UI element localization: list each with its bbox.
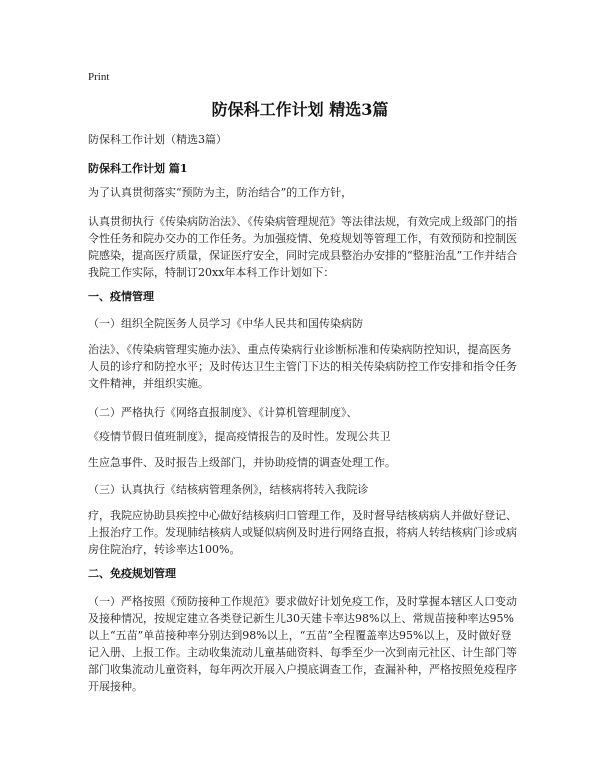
- epidemic-item-2-line2: 《疫情节假日值班制度》，提高疫情报告的及时性。发现公共卫: [88, 430, 391, 443]
- print-link[interactable]: Print: [88, 71, 110, 83]
- epidemic-item-2-line3: 生应急事件、及时报告上级部门，并协助疫情的调查处理工作。: [88, 456, 396, 469]
- heading-immunization: 二、免疫规划管理: [88, 567, 176, 580]
- epidemic-item-1-line1: （一）组织全院医务人员学习《中华人民共和国传染病防: [88, 317, 363, 330]
- intro-paragraph: 为了认真贯彻落实“预防为主，防治结合”的工作方针，: [88, 186, 353, 199]
- paragraph-1: 认真贯彻执行《传染病防治法》、《传染病管理规范》等法律法规，有效完成上级部门的指令性任务和院办交办的工作任务。为加强疫情、免疫规划等管理工作，有效预防和控制医院感染，提高医疗质量，保证医疗安全，同时完成县整治办安排的“整脏治乱”工作并结合我院工作实际，特制订20xx年本科工作计划如下：: [88, 215, 518, 279]
- epidemic-item-2-line1: （二）严格执行《网络直报制度》、《计算机管理制度》、: [88, 406, 358, 419]
- epidemic-item-3-body: 疗，我院应协助县疾控中心做好结核病归口管理工作，及时督导结核病病人并做好登记、上报治疗工作。发现肺结核病人或疑似病例及时进行网络直报，将病人转结核病门诊或病房住院治疗，转诊率达100%。: [88, 509, 517, 556]
- epidemic-item-3-line1: （三）认真执行《结核病管理条例》，结核病将转入我院诊: [88, 483, 369, 496]
- epidemic-item-1-body: 治法》、《传染病管理实施办法》、重点传染病行业诊断标准和传染病防控知识，提高医务人员的诊疗和防控水平；及时传达卫生主管门下达的相关传染病防控工作安排和指令任务文件精神，并组织实施。: [88, 343, 517, 390]
- page-title: 防保科工作计划 精选3篇: [211, 100, 389, 119]
- heading-epidemic: 一、疫情管理: [88, 290, 154, 303]
- section-heading-1: 防保科工作计划 篇1: [88, 162, 188, 175]
- subtitle: 防保科工作计划（精选3篇）: [88, 133, 227, 146]
- immunization-item-1: （一）严格按照《预防接种工作规范》要求做好计划免疫工作，及时掌握本辖区人口变动及接种情况，按规定建立各类登记新生儿30天建卡率达98%以上、常规苗接种率达95%以上“五苗”单苗接种率分别达到98%以上，“五苗”全程覆盖率达95%以上，及时做好登记入册、上报工作。主动收集流动儿童基础资料、每季至少一次到南元社区、计生部门等部门收集流动儿童资料，每年两次开展入户摸底调查工作，查漏补种，严格按照免疫程序开展接种。: [88, 595, 517, 693]
